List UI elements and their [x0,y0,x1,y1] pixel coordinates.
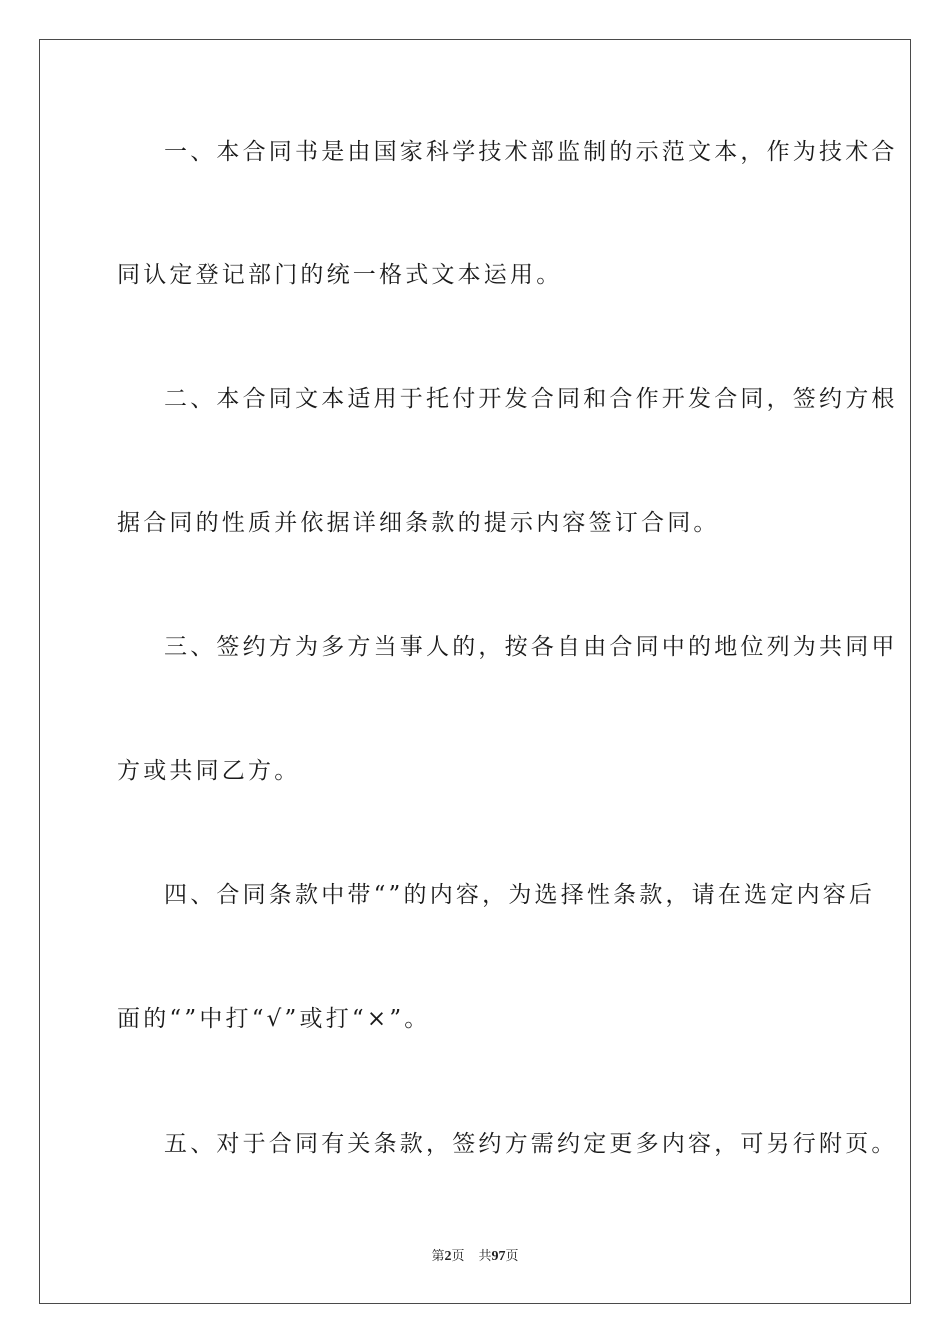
footer-total-prefix: 共 [478,1249,492,1264]
footer-page-suffix: 页 [451,1249,465,1264]
paragraph-1-line-2: 同认定登记部门的统一格式文本运用。 [117,262,563,288]
paragraph-2-line-1: 二、本合同文本适用于托付开发合同和合作开发合同，签约方根 [164,386,898,412]
paragraph-3-line-2: 方或共同乙方。 [117,758,301,784]
footer-page-prefix: 第 [431,1249,445,1264]
footer-total-suffix: 页 [505,1249,519,1264]
footer-page-number: 2 [444,1249,452,1264]
footer-total-pages: 97 [491,1249,506,1264]
page-footer [0,1247,950,1267]
paragraph-5-line-1: 五、对于合同有关条款，签约方需约定更多内容，可另行附页。 [164,1131,898,1157]
paragraph-4-line-2: 面的“”中打“√”或打“×”。 [117,1006,431,1032]
paragraph-3-line-1: 三、签约方为多方当事人的，按各自由合同中的地位列为共同甲 [164,634,898,660]
paragraph-1-line-1: 一、本合同书是由国家科学技术部监制的示范文本，作为技术合 [164,139,898,165]
paragraph-2-line-2: 据合同的性质并依据详细条款的提示内容签订合同。 [117,510,720,536]
page-border [39,39,911,1304]
paragraph-4-line-1: 四、合同条款中带“”的内容，为选择性条款，请在选定内容后 [164,882,876,908]
